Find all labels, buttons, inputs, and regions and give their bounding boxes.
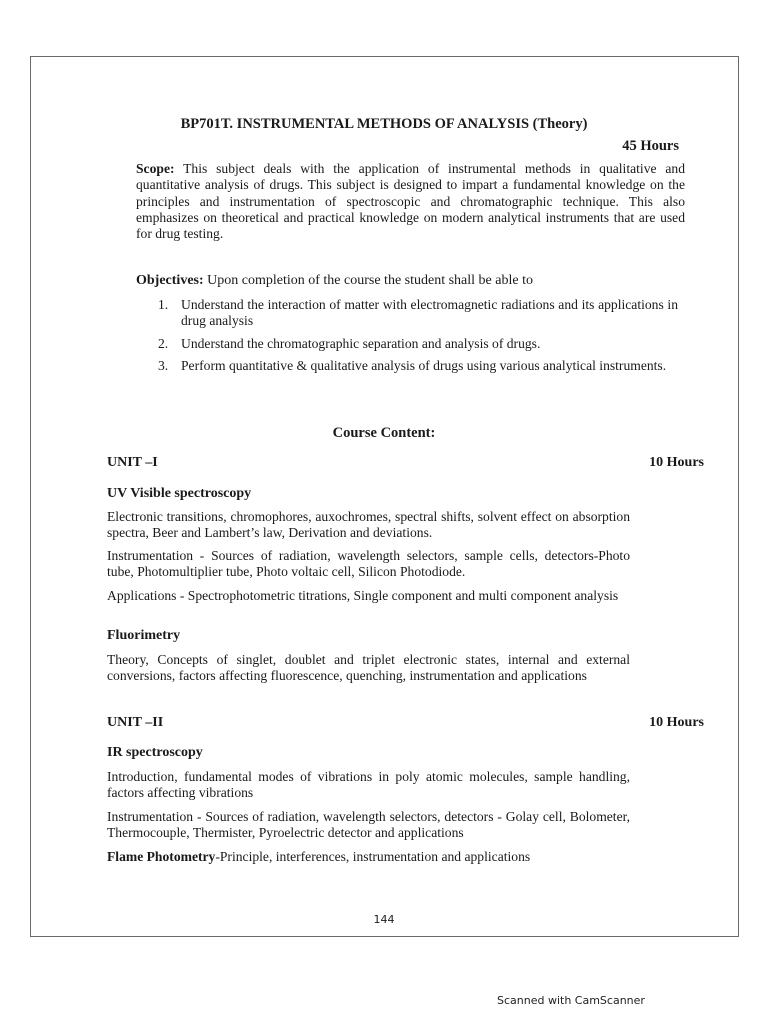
unit2-hours: 10 Hours	[649, 715, 704, 730]
flame-text: -Principle, interferences, instrumentation and applications	[215, 849, 531, 864]
objectives-list	[150, 297, 678, 380]
unit1-hours: 10 Hours	[649, 455, 704, 470]
objective-item	[150, 336, 678, 352]
uv-paragraph-1: Electronic transitions, chromophores, auxochromes, spectral shifts, solvent effect on absorption spectra, Beer and Lambert’s law, Derivation and deviations.	[107, 509, 630, 541]
scanner-watermark: Scanned with CamScanner	[497, 994, 645, 1007]
scope-paragraph	[136, 161, 685, 242]
fluorimetry-heading: Fluorimetry	[107, 628, 181, 643]
unit2-label: UNIT –II	[107, 715, 164, 730]
objective-number: 2.	[158, 335, 169, 351]
scope-label: Scope:	[136, 161, 175, 176]
objectives-label: Objectives:	[136, 273, 204, 288]
objective-text: Perform quantitative & qualitative analysis of drugs using various analytical instruments.	[181, 357, 667, 373]
objective-text: Understand the chromatographic separation and analysis of drugs.	[181, 335, 541, 351]
fluorimetry-paragraph: Theory, Concepts of singlet, doublet and triplet electronic states, internal and external conversions, factors affecting fluorescence, quenching, instrumentation and applications	[107, 652, 630, 684]
objective-number: 1.	[158, 297, 169, 312]
objective-item	[150, 358, 678, 374]
objective-item	[150, 297, 678, 330]
uv-paragraph-3: Applications - Spectrophotometric titrations, Single component and multi component analysis	[107, 588, 619, 603]
uv-paragraph-2: Instrumentation - Sources of radiation, wavelength selectors, sample cells, detectors-Photo tube, Photomultiplier tube, Photo voltaic cell, Silicon Photodiode.	[107, 548, 630, 580]
uv-heading: UV Visible spectroscopy	[107, 486, 252, 501]
ir-paragraph-2: Instrumentation - Sources of radiation, wavelength selectors, detectors - Golay cell, Bolometer, Thermocouple, Thermister, Pyroelectric detector and applications	[107, 809, 630, 841]
ir-heading: IR spectroscopy	[107, 745, 203, 760]
flame-paragraph	[107, 849, 630, 865]
flame-label: Flame Photometry	[107, 849, 216, 864]
total-hours: 45 Hours	[622, 138, 679, 154]
unit1-label: UNIT –I	[107, 455, 158, 470]
objective-text: Understand the interaction of matter with electromagnetic radiations and its applications in drug analysis	[181, 297, 678, 329]
course-title: BP701T. INSTRUMENTAL METHODS OF ANALYSIS (Theory)	[180, 116, 588, 132]
ir-paragraph-1: Introduction, fundamental modes of vibrations in poly atomic molecules, sample handling, factors affecting vibrations	[107, 769, 630, 801]
objectives-text: Upon completion of the course the student shall be able to	[203, 273, 533, 288]
objectives-intro	[136, 273, 685, 289]
scope-text: This subject deals with the application of instrumental methods in qualitative and quantitative analysis of drugs. This subject is designed to impart a fundamental knowledge on the principles and instrumentation of spectroscopic and chromatographic technique. This also emphasizes on theoretical and practical knowledge on modern analytical instruments that are used for drug testing.	[136, 161, 685, 242]
objective-number: 3.	[158, 357, 169, 373]
page-number: 144	[373, 913, 395, 926]
course-content-heading: Course Content:	[332, 425, 436, 441]
